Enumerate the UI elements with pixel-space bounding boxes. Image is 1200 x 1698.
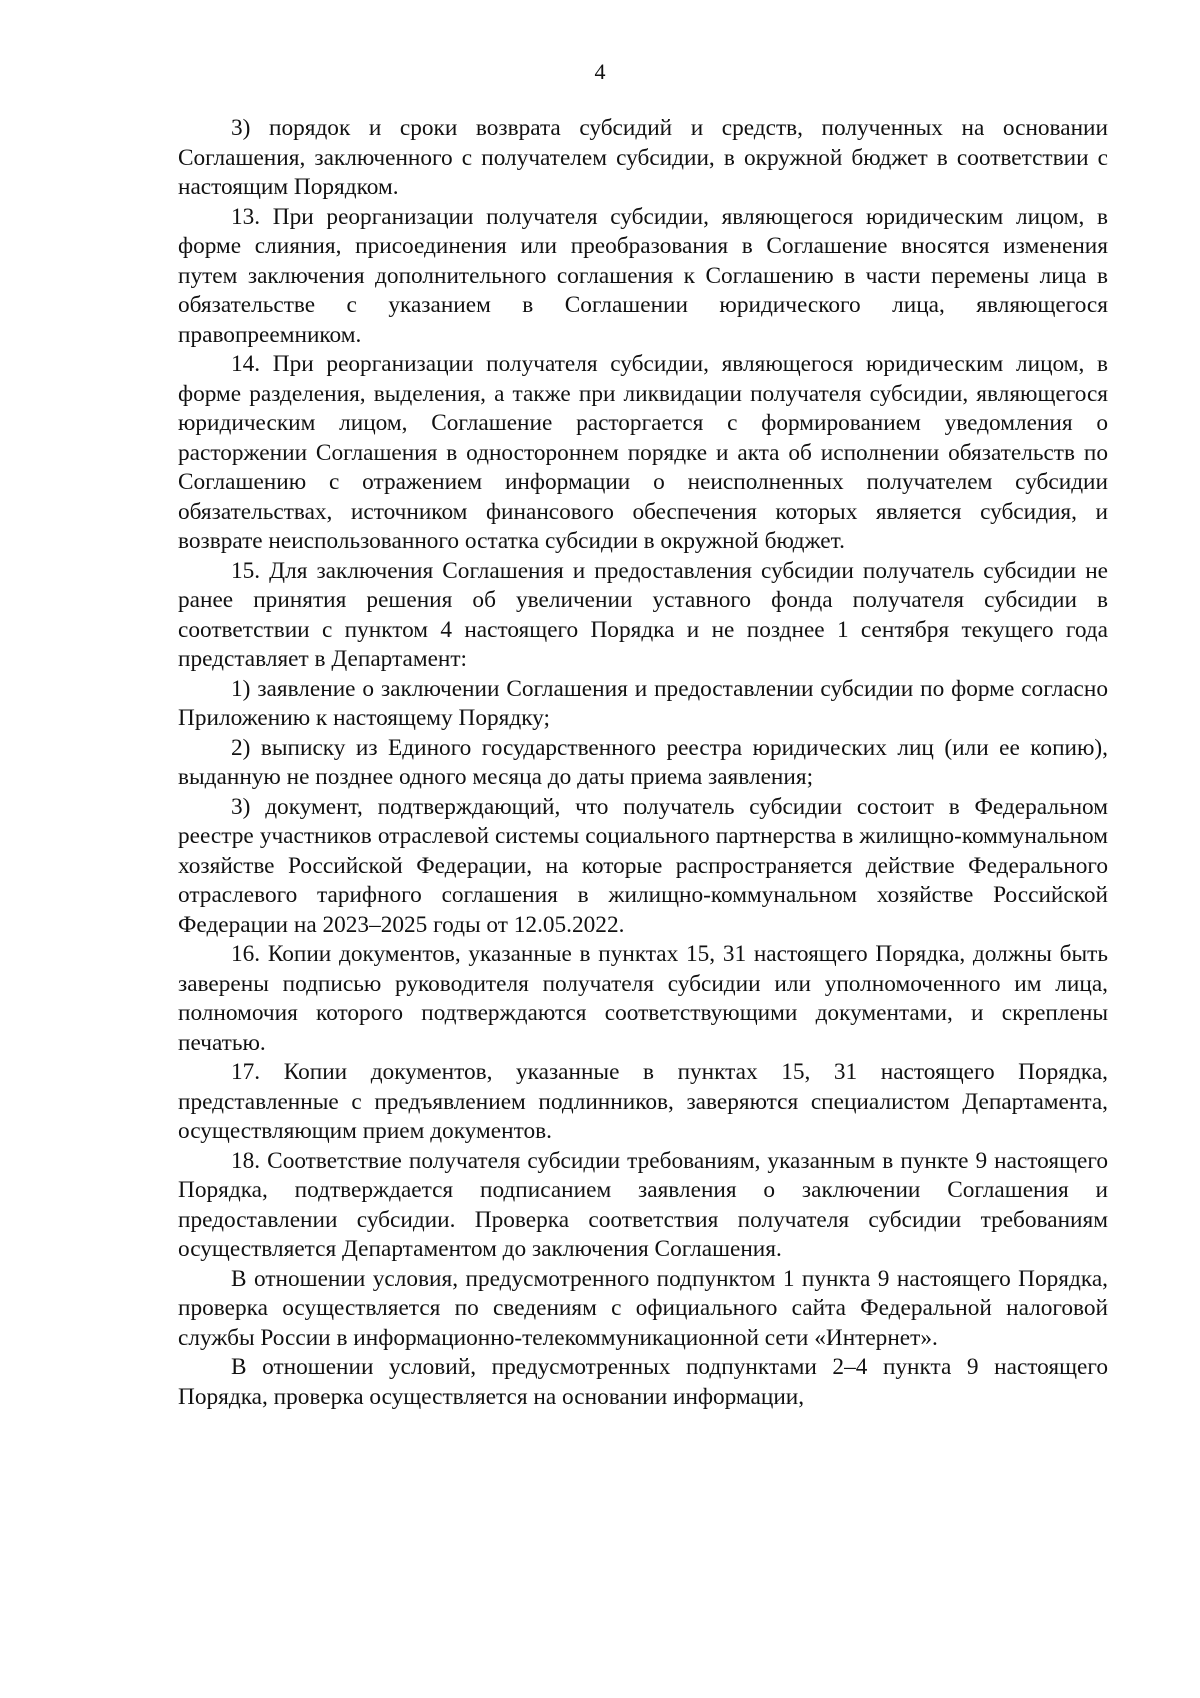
paragraph-return-procedure: 3) порядок и сроки возврата субсидий и средств, полученных на основании Соглашения, заключенного с получателем субсидии, в окружной бюджет в соответствии с настоящим Порядком. — [178, 115, 1108, 200]
paragraph-16: 16. Копии документов, указанные в пунктах 15, 31 настоящего Порядка, должны быть заверены подписью руководителя получателя субсидии или уполномоченного им лица, полномочия которого подтверждаются соответствующими документами, и скреплены печатью. — [178, 941, 1108, 1056]
paragraph-17: 17. Копии документов, указанные в пунктах 15, 31 настоящего Порядка, представленные с предъявлением подлинников, заверяются специалистом Департамента, осуществляющим прием документов. — [178, 1059, 1108, 1144]
paragraph-18-conditions-2-4: В отношении условий, предусмотренных подпунктами 2–4 пункта 9 настоящего Порядка, проверка осуществляется на основании информации, — [178, 1354, 1108, 1410]
paragraph-15-item-2: 2) выписку из Единого государственного реестра юридических лиц (или ее копию), выданную не позднее одного месяца до даты приема заявления; — [178, 734, 1108, 790]
paragraph-15: 15. Для заключения Соглашения и предоставления субсидии получатель субсидии не ранее принятия решения об увеличении уставного фонда получателя субсидии в соответствии с пунктом 4 настоящего Порядка и не позднее 1 сентября текущего года представляет в Департамент: — [178, 557, 1108, 672]
paragraph-18: 18. Соответствие получателя субсидии требованиям, указанным в пункте 9 настоящего Порядка, подтверждается подписанием заявления о заключении Соглашения и предоставлении субсидии. Проверка соответствия получателя субсидии требованиям осуществляется Департаментом до заключения Соглашения. — [178, 1147, 1108, 1262]
paragraph-14: 14. При реорганизации получателя субсидии, являющегося юридическим лицом, в форме разделения, выделения, а также при ликвидации получателя субсидии, являющегося юридическим лицом, Соглашение расторгается с формированием уведомления о расторжении Соглашения в одностороннем порядке и акта об исполнении обязательств по Соглашению с отражением информации о неисполненных получателем субсидии обязательствах, источником финансового обеспечения которых является субсидия, и возврате неиспользованного остатка субсидии в окружной бюджет. — [178, 351, 1108, 554]
paragraph-18-condition-1: В отношении условия, предусмотренного подпунктом 1 пункта 9 настоящего Порядка, проверка осуществляется по сведениям с официального сайта Федеральной налоговой службы России в информационно-телекоммуникационной сети «Интернет». — [178, 1265, 1108, 1351]
paragraph-15-item-3: 3) документ, подтверждающий, что получатель субсидии состоит в Федеральном реестре участников отраслевой системы социального партнерства в жилищно-коммунальном хозяйстве Российской Федерации, на которые распространяется действие Федерального отраслевого тарифного соглашения в жилищно-коммунальном хозяйстве Российской Федерации на 2023–2025 годы от 12.05.2022. — [178, 793, 1108, 938]
document-body — [178, 114, 1108, 1412]
page-number: 4 — [594, 59, 606, 84]
paragraph-15-item-1: 1) заявление о заключении Соглашения и предоставлении субсидии по форме согласно Приложению к настоящему Порядку; — [178, 675, 1108, 731]
paragraph-13: 13. При реорганизации получателя субсидии, являющегося юридическим лицом, в форме слияния, присоединения или преобразования в Соглашение вносятся изменения путем заключения дополнительного соглашения к Соглашению в части перемены лица в обязательстве с указанием в Соглашении юридического лица, являющегося правопреемником. — [178, 203, 1108, 348]
